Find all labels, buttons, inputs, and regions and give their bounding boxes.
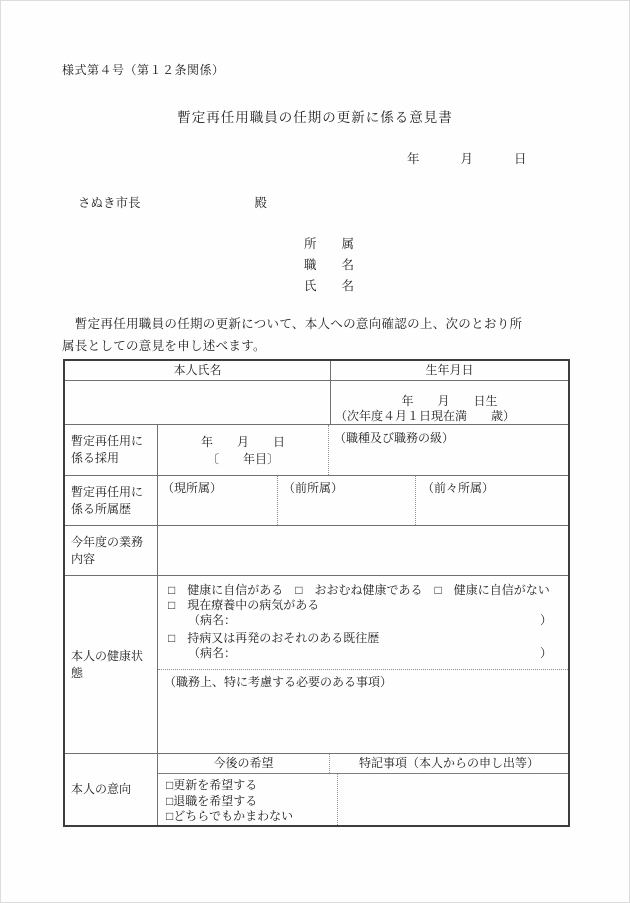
intention-subheader-row — [158, 754, 568, 774]
opinion-form-table — [63, 359, 570, 827]
document-title: 暫定再任用職員の任期の更新に係る意見書 — [177, 110, 453, 125]
intention-content-row — [158, 774, 568, 825]
future-hope-options — [158, 774, 338, 825]
disease-name-line — [168, 646, 560, 661]
date-day-label: 日 — [514, 152, 527, 166]
appointment-years-blank-line: 〔 年目〕 — [206, 451, 279, 466]
form-number: 様式第４号（第１２条関係） — [62, 63, 225, 77]
future-hope-header: 今後の希望 — [158, 754, 330, 773]
duties-label: 今年度の業務内容 — [65, 526, 158, 575]
health-checklist — [158, 576, 568, 670]
date-line — [407, 149, 527, 167]
work-consideration-note: （職務上、特に考慮する必要のある事項） — [164, 675, 393, 689]
appointment-date-cell — [158, 425, 329, 475]
appointment-row — [65, 425, 568, 476]
signature-job-title-label: 職 名 — [304, 258, 355, 272]
health-cell — [158, 576, 568, 753]
intention-label: 本人の意向 — [65, 754, 158, 825]
body-paragraph — [62, 313, 522, 357]
signature-name-label: 氏 名 — [304, 279, 355, 293]
prior-affiliation-cell: （前々所属） — [422, 481, 495, 495]
birth-date-cell — [331, 381, 568, 424]
addressee-line — [78, 193, 267, 211]
checkbox-under-treatment[interactable]: □ 現在療養中の病気がある — [168, 598, 320, 612]
close-paren: ） — [539, 646, 552, 660]
date-month-label: 月 — [460, 152, 474, 166]
disease-name-label: （病名： — [188, 613, 237, 627]
health-row — [65, 576, 568, 754]
affiliation-history-row — [65, 476, 568, 526]
name-birth-row — [65, 381, 568, 425]
health-self-assessment-options — [168, 583, 560, 598]
checkbox-chronic-history[interactable]: □ 持病又は再発のおそれのある既往歴 — [168, 631, 380, 645]
health-label: 本人の健康状態 — [65, 576, 158, 753]
signature-affiliation-label: 所 属 — [304, 237, 355, 251]
special-notes-input-cell — [338, 774, 568, 825]
affiliation-history-label: 暫定再任用に係る所属歴 — [65, 476, 158, 525]
person-name-header: 本人氏名 — [65, 361, 331, 380]
signature-block — [304, 234, 354, 297]
current-affiliation-cell: （現所属） — [158, 476, 278, 525]
job-grade-cell: （職種及び職務の級） — [334, 431, 455, 445]
appointment-label: 暫定再任用に係る採用 — [65, 425, 158, 475]
intention-cell — [158, 754, 568, 825]
honorific-dono: 殿 — [254, 196, 268, 210]
special-notes-header: 特記事項（本人からの申し出等） — [358, 756, 539, 770]
disease-name-label: （病名： — [188, 646, 237, 660]
checkbox-hope-retirement[interactable]: □退職を希望する — [166, 793, 258, 808]
person-name-input-cell — [65, 381, 331, 424]
birth-date-header: 生年月日 — [425, 363, 474, 377]
checkbox-health-confident[interactable]: □ 健康に自信がある — [168, 583, 284, 597]
previous-affiliation-cell: （前所属） — [278, 476, 416, 525]
checkbox-hope-renewal[interactable]: □更新を希望する — [166, 778, 258, 792]
body-paragraph-line: 暫定再任用職員の任期の更新について、本人への意向確認の上、次のとおり所 — [62, 317, 523, 331]
checkbox-hope-either[interactable]: □どちらでもかまわない — [166, 809, 294, 823]
birth-date-blank-line: 年 月 日生 — [401, 394, 498, 408]
duties-input-cell — [158, 526, 568, 575]
duties-row — [65, 526, 568, 576]
body-paragraph-line: 属長としての意見を申し述べます。 — [62, 339, 266, 353]
checkbox-health-not-confident[interactable]: □ 健康に自信がない — [434, 583, 550, 597]
birth-age-note: （次年度４月１日現在満 歳） — [335, 409, 516, 423]
date-year-label: 年 — [407, 152, 420, 166]
disease-name-line — [168, 613, 560, 628]
addressee-name: さぬき市長 — [78, 196, 141, 210]
intention-row — [65, 754, 568, 825]
table-header-row — [65, 361, 568, 381]
appointment-date-blank-line: 年 月 日 — [200, 434, 285, 449]
checkbox-health-generally-good[interactable]: □ おおむね健康である — [295, 583, 423, 597]
close-paren: ） — [539, 613, 552, 627]
